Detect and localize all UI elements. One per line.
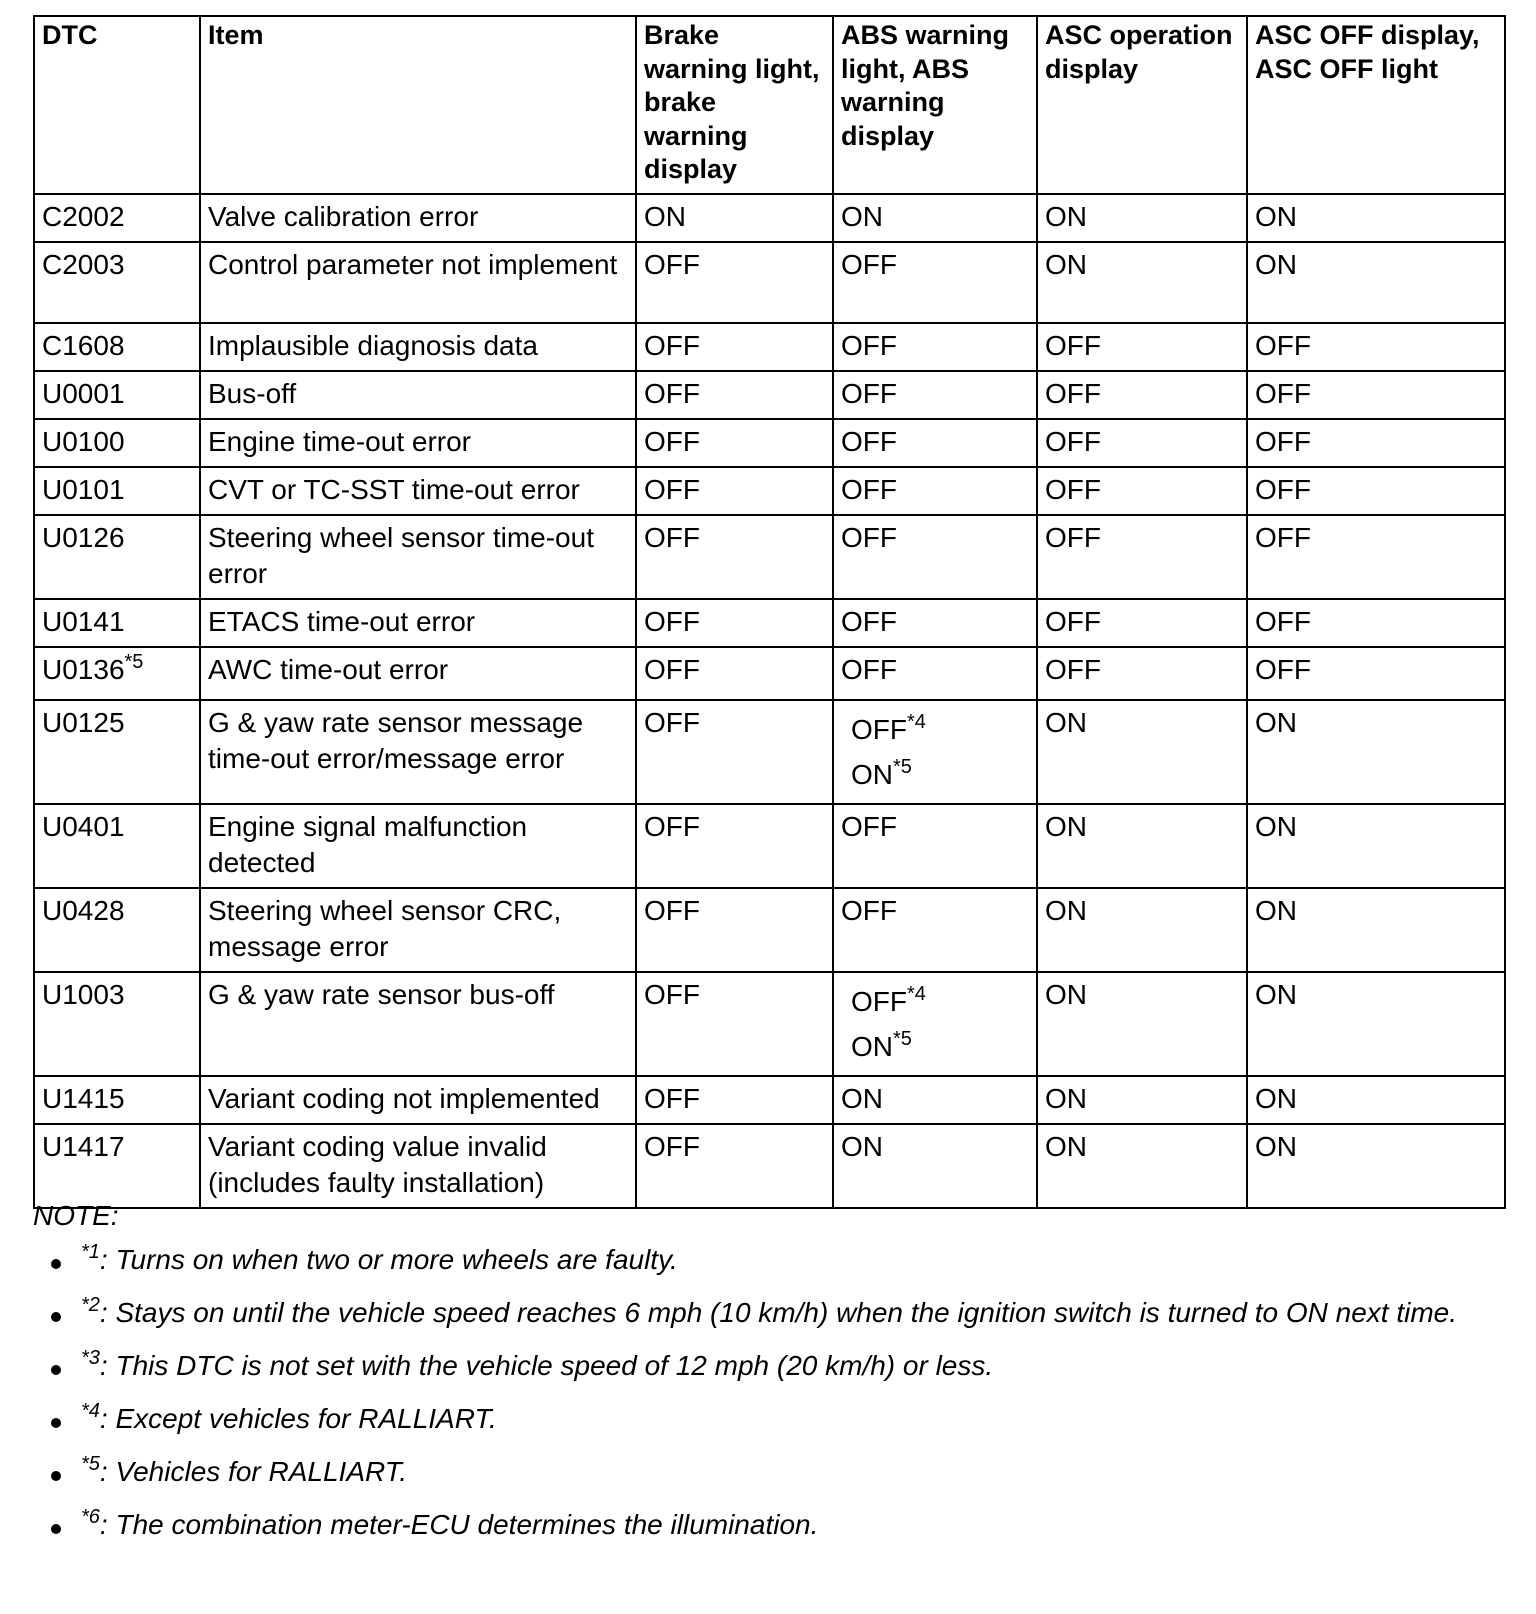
table-row [34,467,1505,515]
item-cell-text: Bus-off [208,377,297,409]
table-header-row [34,16,1505,194]
brake-warning-cell [636,804,833,888]
asc-operation-cell-text: ON [1045,894,1087,926]
dtc-code-cell-text: U0125 [42,706,125,738]
asc-operation-cell [1037,804,1247,888]
asc-off-cell [1247,972,1505,1076]
asc-off-cell [1247,242,1505,323]
dtc-code-cell [34,194,200,242]
dtc-code-cell-text: U0126 [42,521,125,553]
header-abs-warning: ABS warning light, ABS warning display [833,16,1037,194]
asc-off-cell-text: OFF [1255,521,1311,553]
dtc-code-cell-text: C2002 [42,200,125,232]
item-cell-text: AWC time-out error [208,653,449,685]
dtc-code-cell-text: C2003 [42,248,125,280]
abs-warning-value: OFF [841,894,897,926]
asc-off-cell-text: ON [1255,810,1297,842]
table-row [34,599,1505,647]
asc-operation-cell-text: ON [1045,706,1087,738]
abs-warning-cell [833,1124,1037,1208]
dtc-table [33,15,1506,1209]
brake-warning-cell-text: OFF [644,425,700,457]
note-footnote-marker: *6 [81,1506,100,1528]
dtc-code-cell [34,1124,200,1208]
dtc-code-cell [34,467,200,515]
asc-operation-cell [1037,323,1247,371]
dtc-code-cell [34,419,200,467]
brake-warning-cell [636,700,833,804]
asc-off-cell-text: ON [1255,248,1297,280]
abs-warning-cell [833,515,1037,599]
note-text: : Vehicles for RALLIART. [99,1456,408,1487]
asc-off-cell [1247,371,1505,419]
header-brake-warning: Brake warning light, brake warning display [636,16,833,194]
table-row [34,647,1505,700]
abs-warning-cell [833,467,1037,515]
abs-warning-cell [833,419,1037,467]
dtc-code-cell-text: U0141 [42,605,125,637]
asc-off-cell-text: ON [1255,200,1297,232]
dtc-code-cell-text: U0428 [42,894,125,926]
abs-warning-value: OFF [841,425,897,457]
dtc-code-cell-footnote: *5 [124,650,144,673]
asc-operation-cell-text: ON [1045,1130,1087,1162]
note-item [33,1348,1504,1384]
abs-warning-value: OFF [841,653,897,685]
asc-off-cell-text: OFF [1255,425,1311,457]
dtc-code-cell [34,888,200,972]
asc-off-cell [1247,888,1505,972]
note-item [33,1454,1504,1490]
note-title: NOTE: [33,1200,119,1231]
item-cell-text: ETACS time-out error [208,605,476,637]
item-cell-text: Variant coding value invalid (includes faulty installation) [208,1130,547,1198]
item-cell [200,194,636,242]
brake-warning-cell-text: ON [644,200,686,232]
brake-warning-cell [636,242,833,323]
abs-warning-value: OFF [841,248,897,280]
item-cell-text: Control parameter not implement [208,248,618,280]
bullet-icon [51,1524,61,1534]
dtc-code-cell [34,242,200,323]
note-item [33,1242,1504,1278]
abs-warning-value: ON$^{*5}$ [851,1027,912,1062]
abs-warning-value: ON [841,200,883,232]
item-cell-text: G & yaw rate sensor message time-out error/message error [208,706,584,774]
asc-off-cell [1247,419,1505,467]
brake-warning-cell-text: OFF [644,653,700,685]
bullet-icon [51,1312,61,1322]
asc-operation-cell-text: ON [1045,200,1087,232]
item-cell [200,647,636,700]
table-row [34,515,1505,599]
dtc-code-cell [34,599,200,647]
asc-operation-cell [1037,700,1247,804]
table-row [34,419,1505,467]
asc-operation-cell-text: ON [1045,1082,1087,1114]
item-cell-text: CVT or TC-SST time-out error [208,473,580,505]
dtc-code-cell [34,515,200,599]
note-text: : Except vehicles for RALLIART. [99,1403,497,1434]
dtc-code-cell-text: U1417 [42,1130,125,1162]
brake-warning-cell [636,419,833,467]
brake-warning-cell-text: OFF [644,894,700,926]
asc-operation-cell [1037,242,1247,323]
abs-warning-cell [833,323,1037,371]
asc-off-cell [1247,599,1505,647]
table-row [34,242,1505,323]
brake-warning-cell [636,194,833,242]
brake-warning-cell-text: OFF [644,810,700,842]
abs-warning-value: OFF$^{*4}$ [851,710,926,745]
table-row [34,700,1505,804]
brake-warning-cell [636,888,833,972]
item-cell [200,419,636,467]
brake-warning-cell [636,467,833,515]
header-asc-operation: ASC operation display [1037,16,1247,194]
asc-operation-cell [1037,647,1247,700]
item-cell [200,599,636,647]
asc-off-cell-text: OFF [1255,653,1311,685]
abs-warning-cell [833,599,1037,647]
item-cell [200,1124,636,1208]
dtc-code-cell-text: U1003 [42,978,125,1010]
brake-warning-cell-text: OFF [644,605,700,637]
abs-warning-value: OFF$^{*4}$ [851,982,926,1017]
dtc-code-cell-text: C1608 [42,329,125,361]
bullet-icon [51,1259,61,1269]
brake-warning-cell [636,647,833,700]
abs-warning-cell [833,1076,1037,1124]
asc-operation-cell-text: OFF [1045,329,1101,361]
asc-operation-cell [1037,599,1247,647]
brake-warning-cell-text: OFF [644,248,700,280]
asc-off-cell-text: OFF [1255,473,1311,505]
abs-warning-value: OFF [841,329,897,361]
note-item [33,1401,1504,1437]
note-footnote-marker: *4 [81,1400,100,1422]
brake-warning-cell-text: OFF [644,978,700,1010]
asc-off-cell [1247,323,1505,371]
abs-warning-value: ON$^{*5}$ [851,755,912,790]
abs-warning-cell [833,647,1037,700]
table-row [34,804,1505,888]
item-cell [200,1076,636,1124]
item-cell-text: Engine signal malfunction detected [208,810,528,878]
item-cell-text: G & yaw rate sensor bus-off [208,978,555,1010]
abs-warning-value: OFF [841,377,897,409]
brake-warning-cell [636,972,833,1076]
asc-operation-cell-text: OFF [1045,521,1101,553]
asc-operation-cell [1037,1076,1247,1124]
asc-off-cell [1247,1124,1505,1208]
item-cell [200,888,636,972]
bullet-icon [51,1471,61,1481]
abs-warning-cell [833,700,1037,804]
brake-warning-cell [636,323,833,371]
asc-operation-cell-text: OFF [1045,605,1101,637]
item-cell-text: Steering wheel sensor time-out error [208,521,594,589]
table-body [34,194,1505,1208]
asc-operation-cell [1037,419,1247,467]
note-list [33,1242,1504,1543]
brake-warning-cell-text: OFF [644,473,700,505]
item-cell [200,700,636,804]
item-cell-text: Implausible diagnosis data [208,329,538,361]
item-cell [200,515,636,599]
item-cell [200,242,636,323]
asc-operation-cell-text: OFF [1045,425,1101,457]
asc-operation-cell [1037,1124,1247,1208]
asc-off-cell-text: ON [1255,1082,1297,1114]
brake-warning-cell-text: OFF [644,377,700,409]
table-row [34,323,1505,371]
asc-operation-cell [1037,515,1247,599]
brake-warning-cell [636,1076,833,1124]
dtc-code-cell [34,804,200,888]
asc-off-cell-text: OFF [1255,377,1311,409]
dtc-code-cell-text: U0101 [42,473,125,505]
table-row [34,972,1505,1076]
abs-warning-value: OFF [841,605,897,637]
asc-off-cell-text: ON [1255,706,1297,738]
asc-off-cell [1247,647,1505,700]
table-row [34,371,1505,419]
asc-operation-cell-text: OFF [1045,473,1101,505]
asc-off-cell [1247,804,1505,888]
asc-operation-cell [1037,371,1247,419]
table-row [34,1076,1505,1124]
asc-off-cell [1247,467,1505,515]
header-dtc: DTC [34,16,200,194]
asc-operation-cell [1037,194,1247,242]
asc-operation-cell-text: ON [1045,978,1087,1010]
dtc-code-cell-text: U1415 [42,1082,125,1114]
item-cell-text: Steering wheel sensor CRC, message error [208,894,562,962]
item-cell-text: Valve calibration error [208,200,479,232]
dtc-code-cell [34,700,200,804]
asc-operation-cell-text: ON [1045,810,1087,842]
abs-warning-cell [833,888,1037,972]
dtc-code-cell-text: U0100 [42,425,125,457]
asc-operation-cell [1037,467,1247,515]
asc-operation-cell-text: ON [1045,248,1087,280]
abs-warning-value: ON [841,1082,883,1114]
brake-warning-cell-text: OFF [644,1130,700,1162]
abs-warning-value: ON [841,1130,883,1162]
asc-operation-cell [1037,888,1247,972]
dtc-code-cell [34,1076,200,1124]
bullet-icon [51,1365,61,1375]
asc-operation-cell-text: OFF [1045,377,1101,409]
asc-off-cell-text: OFF [1255,605,1311,637]
note-item [33,1295,1504,1331]
brake-warning-cell [636,599,833,647]
item-cell [200,371,636,419]
brake-warning-cell [636,515,833,599]
dtc-code-cell [34,323,200,371]
header-item: Item [200,16,636,194]
note-text: : The combination meter-ECU determines the illumination. [99,1509,819,1540]
asc-off-cell [1247,700,1505,804]
asc-off-cell-text: ON [1255,978,1297,1010]
bullet-icon [51,1418,61,1428]
asc-off-cell [1247,515,1505,599]
note-footnote-marker: *3 [81,1347,100,1369]
asc-operation-cell-text: OFF [1045,653,1101,685]
asc-off-cell-text: ON [1255,894,1297,926]
note-footnote-marker: *5 [81,1453,100,1475]
item-cell [200,972,636,1076]
dtc-code-cell-text: U0136 [42,653,125,685]
abs-warning-value: OFF [841,521,897,553]
table-row [34,888,1505,972]
asc-off-cell-text: OFF [1255,329,1311,361]
dtc-code-cell [34,371,200,419]
abs-warning-cell [833,972,1037,1076]
asc-operation-cell [1037,972,1247,1076]
dtc-code-cell [34,647,200,700]
note-footnote-marker: *2 [81,1294,100,1316]
dtc-code-cell [34,972,200,1076]
brake-warning-cell [636,371,833,419]
abs-warning-cell [833,242,1037,323]
abs-warning-cell [833,804,1037,888]
note-text: : Stays on until the vehicle speed reaches 6 mph (10 km/h) when the ignition switch is turned to ON next time. [99,1297,1458,1328]
dtc-code-cell-text: U0001 [42,377,125,409]
asc-off-cell [1247,194,1505,242]
item-cell [200,323,636,371]
note-item [33,1507,1504,1543]
brake-warning-cell-text: OFF [644,329,700,361]
item-cell-text: Variant coding not implemented [208,1082,600,1114]
abs-warning-value: OFF [841,810,897,842]
item-cell [200,467,636,515]
note-footnote-marker: *1 [81,1241,100,1263]
abs-warning-value: OFF [841,473,897,505]
asc-off-cell [1247,1076,1505,1124]
brake-warning-cell-text: OFF [644,521,700,553]
note-text: : This DTC is not set with the vehicle speed of 12 mph (20 km/h) or less. [99,1350,994,1381]
dtc-code-cell-text: U0401 [42,810,125,842]
header-asc-off: ASC OFF display, ASC OFF light [1247,16,1505,194]
brake-warning-cell [636,1124,833,1208]
note-section [33,1198,1504,1560]
item-cell [200,804,636,888]
item-cell-text: Engine time-out error [208,425,472,457]
brake-warning-cell-text: OFF [644,706,700,738]
note-text: : Turns on when two or more wheels are faulty. [99,1244,678,1275]
abs-warning-cell [833,371,1037,419]
table-row [34,1124,1505,1208]
brake-warning-cell-text: OFF [644,1082,700,1114]
asc-off-cell-text: ON [1255,1130,1297,1162]
table-row [34,194,1505,242]
abs-warning-cell [833,194,1037,242]
